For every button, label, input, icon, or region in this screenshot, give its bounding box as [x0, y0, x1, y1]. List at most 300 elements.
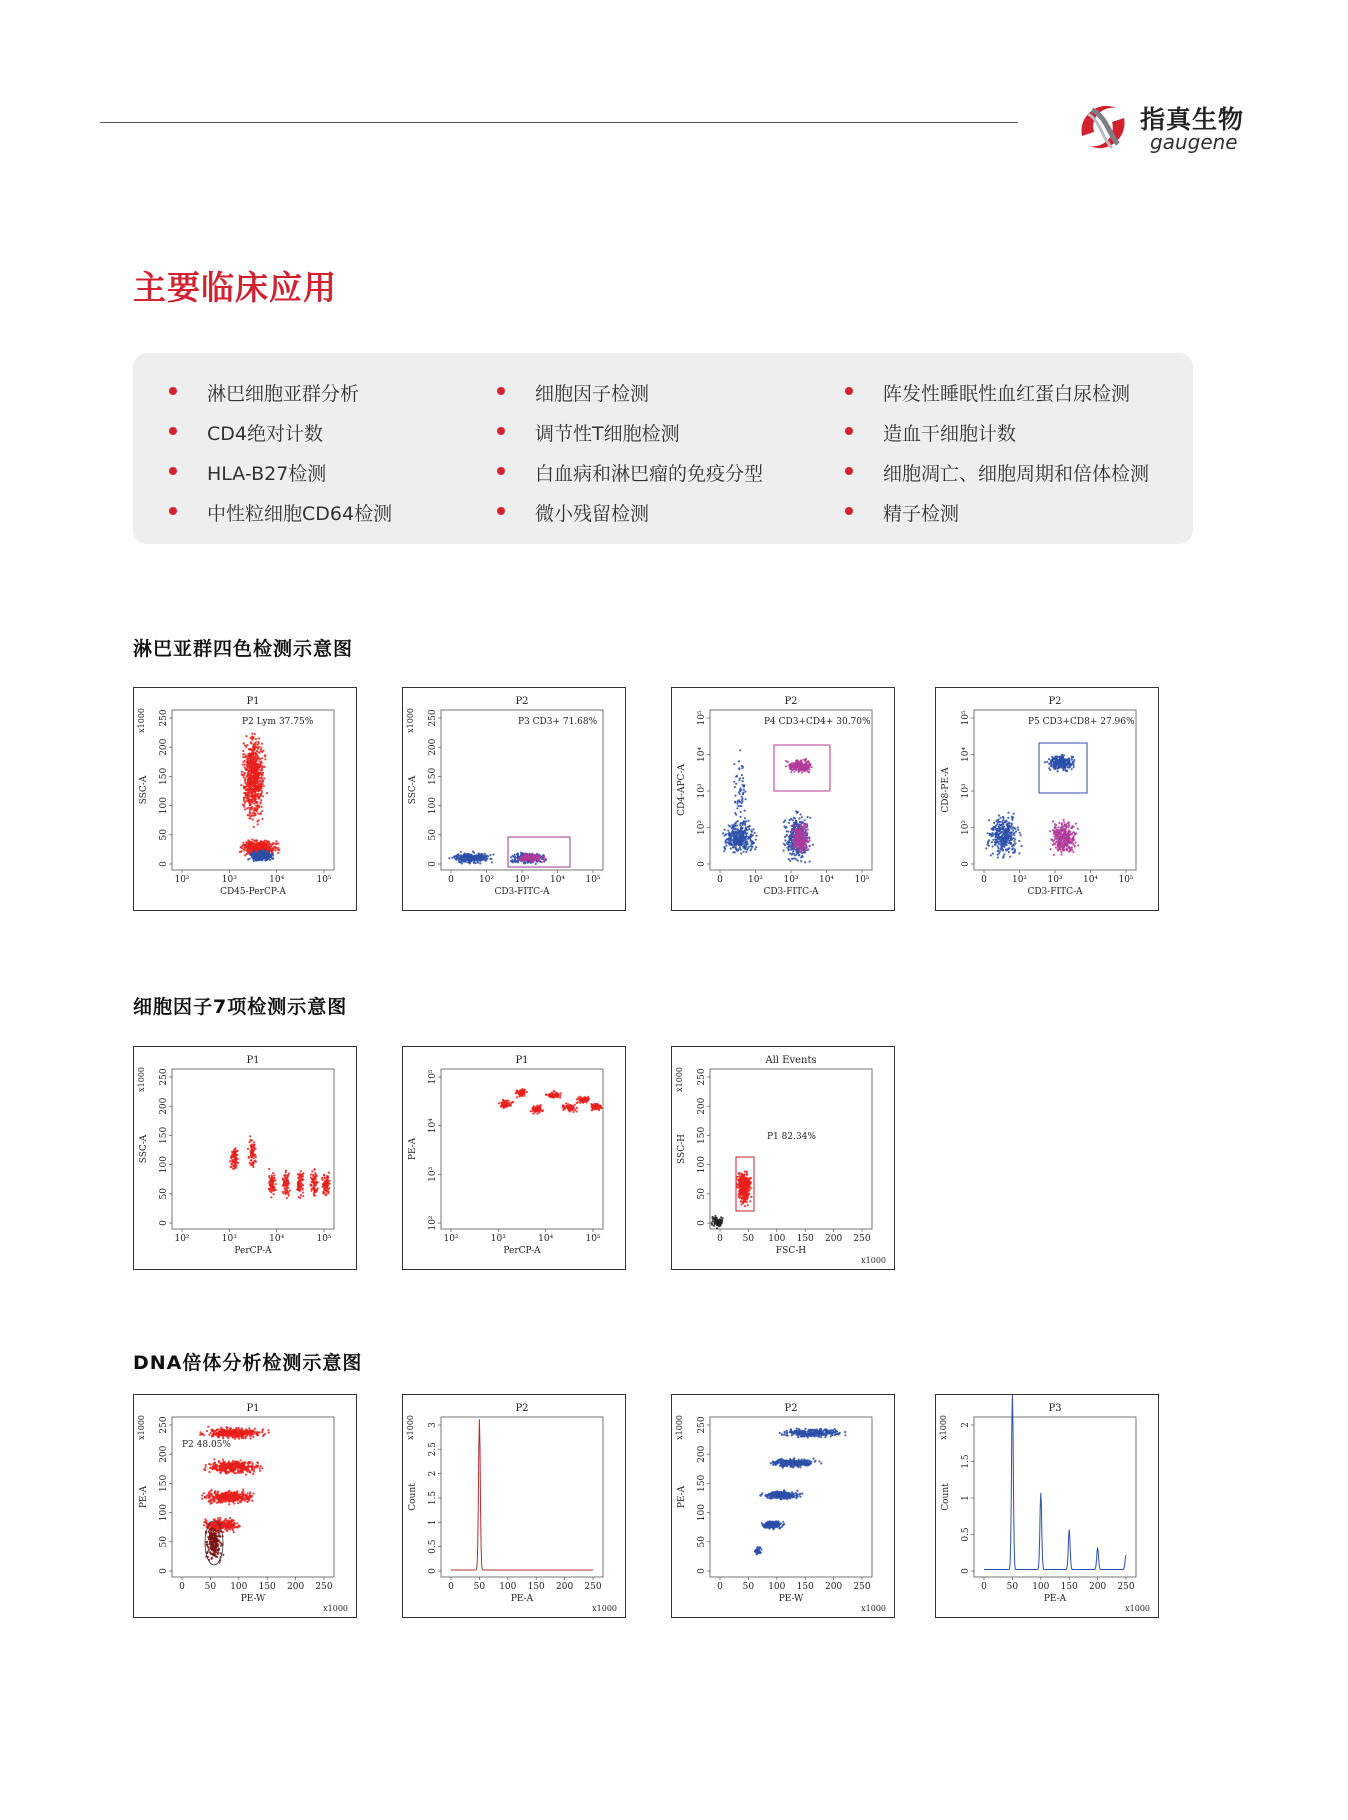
data-point: [789, 852, 791, 854]
chart-title: P1: [246, 1055, 260, 1066]
data-point: [1077, 844, 1079, 846]
data-point: [744, 810, 746, 812]
data-point: [997, 841, 999, 843]
data-point: [545, 1093, 547, 1095]
data-point: [522, 852, 524, 854]
data-point: [749, 825, 751, 827]
data-point: [751, 846, 753, 848]
data-point: [326, 1190, 328, 1192]
data-point: [253, 857, 255, 859]
data-point: [472, 850, 474, 852]
bullet-icon: [497, 387, 505, 395]
y-axis-label: CD4-APC-A: [677, 764, 687, 816]
x-tick-label: 10³: [783, 875, 799, 885]
data-point: [257, 747, 259, 749]
data-point: [233, 1168, 235, 1170]
data-point: [564, 1107, 566, 1109]
bullet-icon: [497, 427, 505, 435]
data-point: [541, 861, 543, 863]
brand-logo: [1072, 96, 1252, 160]
data-point: [1060, 765, 1062, 767]
data-point: [467, 853, 469, 855]
data-point: [289, 1189, 291, 1191]
data-point: [790, 844, 792, 846]
data-point: [287, 1179, 289, 1181]
data-point: [255, 795, 257, 797]
data-point: [523, 1095, 525, 1097]
data-point: [252, 819, 254, 821]
data-point: [785, 827, 787, 829]
data-point: [502, 1099, 504, 1101]
data-point: [250, 741, 252, 743]
data-point: [576, 1098, 578, 1100]
data-point: [510, 1104, 512, 1106]
data-point: [246, 744, 248, 746]
data-point: [1063, 821, 1065, 823]
cytometry-plot: [402, 687, 626, 911]
data-point: [736, 802, 738, 804]
data-point: [1012, 847, 1014, 849]
data-point: [798, 841, 800, 843]
data-point: [722, 832, 724, 834]
gate-label: P2 Lym 37.75%: [242, 717, 314, 727]
data-point: [795, 854, 797, 856]
y-tick-label: 0: [159, 1220, 169, 1226]
data-point: [479, 859, 481, 861]
data-point: [249, 777, 251, 779]
data-point: [1001, 848, 1003, 850]
data-point: [250, 1140, 252, 1142]
data-point: [314, 1172, 316, 1174]
data-point: [246, 853, 248, 855]
data-point: [287, 1191, 289, 1193]
header-rule: [100, 122, 1018, 123]
data-point: [731, 827, 733, 829]
data-layer: [722, 745, 830, 863]
data-point: [262, 766, 264, 768]
x-axis-label: PerCP-A: [234, 1246, 272, 1256]
data-point: [272, 1172, 274, 1174]
data-point: [734, 795, 736, 797]
data-point: [750, 843, 752, 845]
data-point: [247, 794, 249, 796]
data-point: [725, 842, 727, 844]
data-point: [313, 1178, 315, 1180]
data-point: [750, 840, 752, 842]
data-point: [1017, 829, 1019, 831]
data-point: [535, 863, 537, 865]
data-point: [1071, 768, 1073, 770]
data-point: [269, 846, 271, 848]
data-point: [257, 823, 259, 825]
data-point: [804, 849, 806, 851]
data-point: [512, 859, 514, 861]
data-point: [535, 1108, 537, 1110]
data-point: [734, 831, 736, 833]
data-point: [257, 793, 259, 795]
data-point: [242, 764, 244, 766]
data-point: [1020, 845, 1022, 847]
data-point: [268, 1175, 270, 1177]
y-tick-label: 10³: [697, 783, 707, 799]
data-point: [322, 1192, 324, 1194]
data-point: [1065, 827, 1067, 829]
data-point: [806, 766, 808, 768]
data-point: [539, 1107, 541, 1109]
data-point: [734, 801, 736, 803]
data-point: [752, 828, 754, 830]
data-point: [458, 858, 460, 860]
data-point: [252, 1154, 254, 1156]
data-point: [734, 824, 736, 826]
y-tick-label: 250: [159, 1068, 169, 1086]
data-point: [522, 856, 524, 858]
data-point: [247, 1148, 249, 1150]
data-point: [1072, 826, 1074, 828]
data-point: [249, 766, 251, 768]
data-point: [1064, 835, 1066, 837]
data-point: [288, 1173, 290, 1175]
data-point: [751, 831, 753, 833]
data-point: [251, 1148, 253, 1150]
data-point: [798, 854, 800, 856]
data-point: [735, 783, 737, 785]
data-point: [737, 805, 739, 807]
gaugene-mark-icon: [1072, 96, 1134, 158]
data-point: [244, 780, 246, 782]
data-point: [1071, 756, 1073, 758]
data-point: [739, 824, 741, 826]
data-point: [253, 808, 255, 810]
data-point: [247, 845, 249, 847]
data-point: [790, 842, 792, 844]
data-point: [738, 760, 740, 762]
data-point: [255, 1161, 257, 1163]
data-point: [1061, 853, 1063, 855]
data-point: [576, 1107, 578, 1109]
x-tick-label: 10⁴: [549, 875, 566, 885]
data-point: [269, 859, 271, 861]
data-point: [263, 841, 265, 843]
data-point: [302, 1188, 304, 1190]
data-point: [244, 766, 246, 768]
bullet-icon: [497, 467, 505, 475]
data-point: [562, 1104, 564, 1106]
cytometry-plot: [402, 1046, 626, 1270]
data-point: [286, 1197, 288, 1199]
application-item: 白血病和淋巴瘤的免疫分型: [535, 459, 763, 486]
data-point: [273, 1189, 275, 1191]
data-point: [460, 851, 462, 853]
data-point: [506, 1103, 508, 1105]
data-point: [261, 757, 263, 759]
data-point: [275, 840, 277, 842]
figure-heading: DNA倍体分析检测示意图: [133, 1352, 363, 1374]
data-point: [481, 855, 483, 857]
data-point: [264, 758, 266, 760]
x-tick-label: 10³: [221, 1234, 237, 1244]
data-point: [299, 1180, 301, 1182]
data-point: [726, 838, 728, 840]
bullet-icon: [845, 387, 853, 395]
data-point: [995, 825, 997, 827]
data-point: [755, 839, 757, 841]
data-point: [997, 850, 999, 852]
data-point: [501, 1104, 503, 1106]
data-point: [264, 847, 266, 849]
data-point: [739, 787, 741, 789]
data-point: [254, 791, 256, 793]
data-point: [252, 766, 254, 768]
application-item: 造血干细胞计数: [883, 419, 1016, 446]
data-point: [999, 824, 1001, 826]
x-tick-label: 10⁵: [585, 875, 601, 885]
data-point: [251, 736, 253, 738]
data-point: [261, 743, 263, 745]
data-point: [1062, 759, 1064, 761]
data-point: [735, 814, 737, 816]
data-point: [261, 858, 263, 860]
data-point: [259, 855, 261, 857]
data-point: [1065, 831, 1067, 833]
data-point: [1003, 826, 1005, 828]
y-tick-label: 100: [159, 1156, 169, 1174]
x-tick-label: 10³: [1047, 875, 1063, 885]
data-point: [285, 1171, 287, 1173]
data-point: [574, 1104, 576, 1106]
data-point: [245, 756, 247, 758]
chart-title: P2: [1048, 696, 1062, 707]
data-point: [511, 1101, 513, 1103]
data-point: [800, 851, 802, 853]
data-point: [323, 1177, 325, 1179]
data-point: [783, 850, 785, 852]
x-tick-label: 0: [981, 875, 987, 885]
data-point: [326, 1182, 328, 1184]
data-point: [527, 855, 529, 857]
data-point: [231, 1156, 233, 1158]
data-point: [258, 752, 260, 754]
data-point: [254, 772, 256, 774]
x-tick-label: 10²: [1011, 875, 1028, 885]
data-point: [477, 862, 479, 864]
data-point: [1010, 836, 1012, 838]
data-point: [745, 851, 747, 853]
data-point: [266, 792, 268, 794]
x-tick-label: 10⁵: [316, 1234, 332, 1244]
data-point: [739, 777, 741, 779]
chart-title: P1: [515, 1055, 529, 1066]
cytometry-plot: [133, 687, 357, 911]
data-point: [300, 1170, 302, 1172]
data-point: [310, 1190, 312, 1192]
data-point: [528, 861, 530, 863]
data-point: [261, 806, 263, 808]
data-point: [542, 1109, 544, 1111]
data-point: [737, 828, 739, 830]
data-point: [247, 761, 249, 763]
data-point: [479, 862, 481, 864]
data-point: [1056, 756, 1058, 758]
y-axis-label: SSC-A: [139, 775, 149, 805]
bullet-icon: [845, 427, 853, 435]
x-tick-label: 10³: [514, 875, 530, 885]
data-point: [251, 839, 253, 841]
data-point: [1071, 849, 1073, 851]
data-point: [804, 819, 806, 821]
data-point: [733, 844, 735, 846]
data-point: [734, 828, 736, 830]
data-point: [237, 1158, 239, 1160]
data-point: [800, 844, 802, 846]
data-point: [250, 844, 252, 846]
data-point: [242, 844, 244, 846]
data-point: [249, 753, 251, 755]
data-point: [272, 1185, 274, 1187]
data-point: [803, 844, 805, 846]
data-point: [784, 836, 786, 838]
data-point: [257, 779, 259, 781]
data-point: [252, 1162, 254, 1164]
x-tick-label: 10⁵: [1118, 875, 1134, 885]
data-point: [283, 1174, 285, 1176]
data-point: [804, 762, 806, 764]
data-point: [516, 854, 518, 856]
data-point: [741, 840, 743, 842]
data-point: [999, 850, 1001, 852]
data-point: [1008, 851, 1010, 853]
data-point: [1046, 761, 1048, 763]
data-point: [534, 859, 536, 861]
data-point: [788, 858, 790, 860]
data-point: [1059, 845, 1061, 847]
data-point: [263, 785, 265, 787]
x-tick-label: 10²: [478, 875, 495, 885]
data-point: [742, 777, 744, 779]
data-point: [329, 1183, 331, 1185]
x-axis-label: PerCP-A: [503, 1246, 541, 1256]
data-point: [1074, 845, 1076, 847]
data-point: [515, 1091, 517, 1093]
data-point: [247, 847, 249, 849]
data-point: [1009, 856, 1011, 858]
data-point: [798, 765, 800, 767]
data-point: [258, 760, 260, 762]
data-point: [248, 748, 250, 750]
data-point: [796, 762, 798, 764]
data-point: [266, 857, 268, 859]
data-point: [270, 1181, 272, 1183]
data-point: [1010, 842, 1012, 844]
data-point: [989, 834, 991, 836]
data-point: [519, 1095, 521, 1097]
data-point: [997, 854, 999, 856]
plot-canvas: [134, 688, 356, 910]
data-point: [733, 781, 735, 783]
data-point: [997, 838, 999, 840]
bullet-icon: [845, 467, 853, 475]
data-point: [250, 768, 252, 770]
data-point: [242, 753, 244, 755]
data-point: [800, 760, 802, 762]
data-point: [506, 1106, 508, 1108]
data-point: [267, 850, 269, 852]
x-tick-label: 10⁴: [1082, 875, 1099, 885]
data-point: [297, 1178, 299, 1180]
data-point: [739, 749, 741, 751]
data-point: [258, 766, 260, 768]
gate-label: P5 CD3+CD8+ 27.96%: [1028, 717, 1135, 727]
data-point: [991, 834, 993, 836]
data-point: [253, 1141, 255, 1143]
data-point: [311, 1170, 313, 1172]
data-point: [274, 843, 276, 845]
data-point: [999, 817, 1001, 819]
data-point: [994, 841, 996, 843]
data-point: [732, 846, 734, 848]
data-point: [988, 845, 990, 847]
data-point: [252, 812, 254, 814]
data-point: [735, 839, 737, 841]
data-point: [251, 1143, 253, 1145]
data-point: [799, 848, 801, 850]
data-point: [270, 856, 272, 858]
data-point: [1062, 761, 1064, 763]
data-point: [812, 844, 814, 846]
data-point: [738, 768, 740, 770]
data-point: [1069, 761, 1071, 763]
y-tick-label: 10³: [961, 783, 971, 799]
data-point: [267, 841, 269, 843]
data-point: [724, 829, 726, 831]
data-point: [787, 843, 789, 845]
data-point: [256, 839, 258, 841]
data-point: [251, 754, 253, 756]
data-point: [246, 849, 248, 851]
data-point: [262, 844, 264, 846]
data-point: [256, 750, 258, 752]
data-point: [996, 831, 998, 833]
data-point: [263, 777, 265, 779]
data-point: [805, 834, 807, 836]
data-point: [1008, 822, 1010, 824]
data-point: [529, 859, 531, 861]
y-tick-label: 10⁵: [961, 710, 971, 726]
data-point: [237, 1150, 239, 1152]
data-point: [243, 772, 245, 774]
data-point: [245, 841, 247, 843]
x-tick-label: 10³: [490, 1234, 506, 1244]
data-point: [1058, 822, 1060, 824]
data-point: [254, 784, 256, 786]
data-point: [514, 861, 516, 863]
data-point: [477, 855, 479, 857]
data-point: [1063, 841, 1065, 843]
data-point: [315, 1184, 317, 1186]
plot-canvas: [936, 688, 1158, 910]
data-point: [510, 856, 512, 858]
x-tick-label: 0: [448, 875, 454, 885]
data-point: [789, 860, 791, 862]
x-tick-label: 10²: [174, 875, 190, 885]
data-point: [800, 860, 802, 862]
data-point: [504, 1100, 506, 1102]
data-point: [277, 852, 279, 854]
data-point: [1007, 817, 1009, 819]
data-point: [255, 848, 257, 850]
data-point: [1014, 828, 1016, 830]
data-point: [743, 830, 745, 832]
